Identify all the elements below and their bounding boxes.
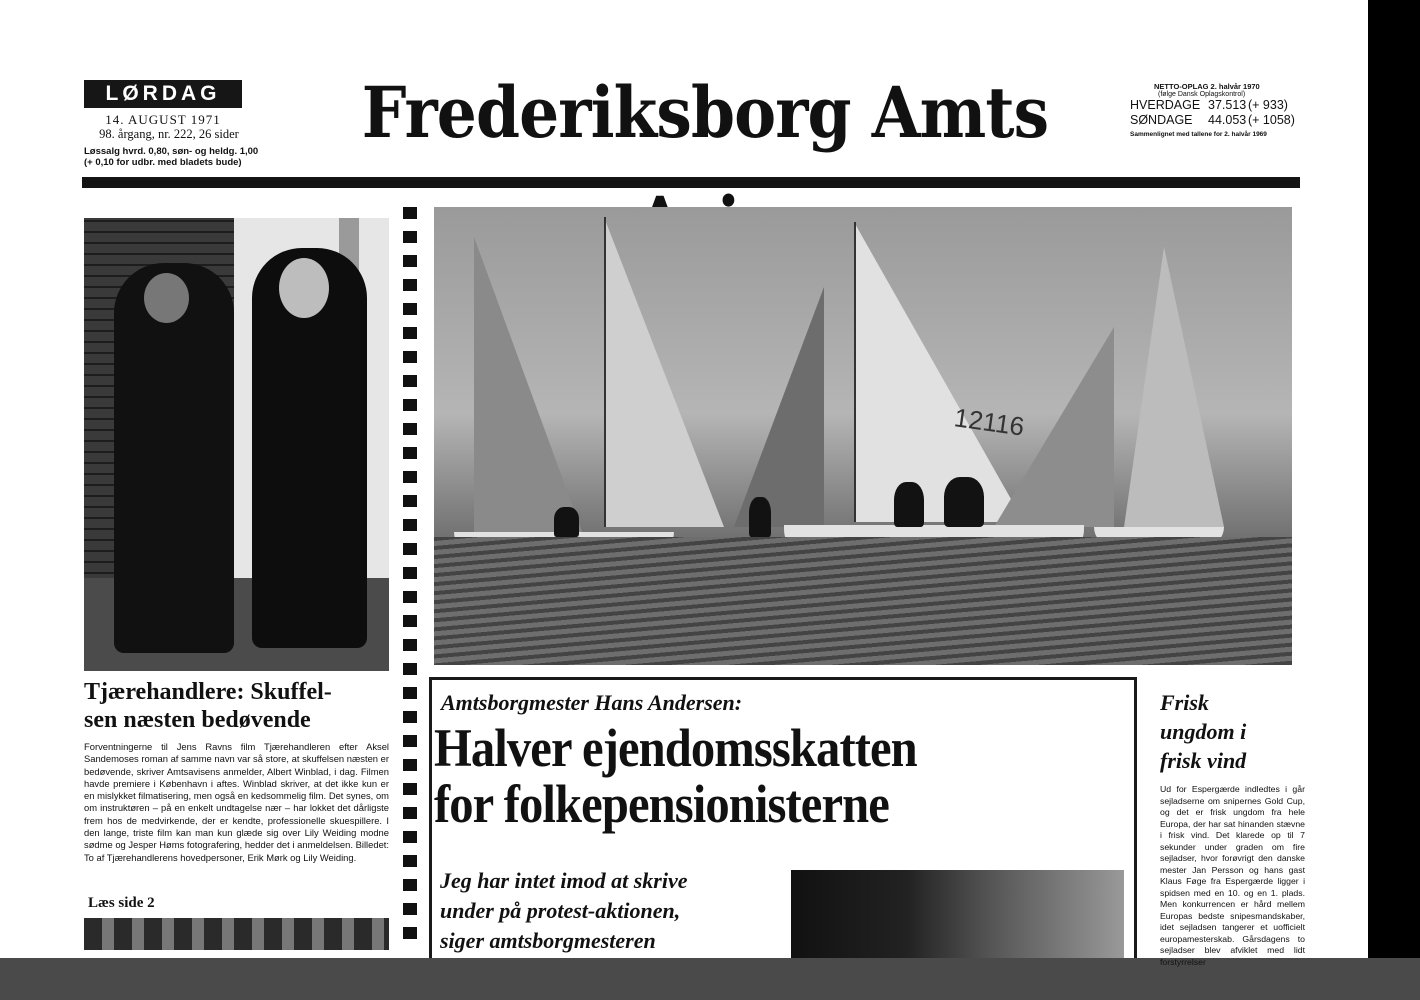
circulation-note: Sammenlignet med tallene for 2. halvår 1969 [1130,131,1267,138]
circulation-heading: NETTO-OPLAG 2. halvår 1970 [1154,82,1260,91]
subheadline-line: under på protest-aktionen, [440,898,681,923]
subheadline-line: Jeg har intet imod at skrive [440,868,688,893]
center-article-headline [434,720,1064,832]
headline-line: frisk vind [1160,748,1247,773]
issue-info: 98. årgang, nr. 222, 26 sider [99,127,239,141]
headline-line: ungdom i [1160,719,1247,744]
circulation-value: 44.053 [1208,113,1247,127]
headline-line: sen næsten bedøvende [84,707,311,733]
headline-line: Halver ejendomsskatten [434,718,917,778]
center-article-kicker: Amtsborgmester Hans Andersen: [441,690,743,715]
headline-line: Tjærehandlere: Skuffel- [84,679,332,705]
circulation-subheading: (følge Dansk Oplagskontrol) [1158,91,1246,98]
circulation-row-sundays [1130,113,1300,128]
left-article-text: Forventningerne til Jens Ravns film Tjærehandleren efter Aksel Sandemoses roman af samme navn var så store, at skuffelsen næsten er bedøvende, skriver Amtsavisens anmelder, Albert Winblad, i dag. Filmen havde premiere i København i aftes. Winblad skriver, at det ikke kun er en mislykket filmatisering, men også en kedsommelig film. Det synes, om om instruktøren – på en enkelt undtagelse nær – har lokket det dårligste frem hos de medvirkende, der er kendte, professionelle skuespillere. I den lange, triste film kan man kun glæde sig over Lily Weiding modne sødme og Jesper Høms fotografering, hedder det i anmeldelsen. [84,741,389,851]
circulation-box [1130,82,1300,138]
sail-number: 12116 [952,402,1027,442]
issue-date: 14. AUGUST 1971 [105,112,221,127]
right-article-headline [1160,688,1300,775]
price-line: Løssalg hvrd. 0,80, søn- og heldg. 1,00 [84,146,259,157]
header-rule [82,177,1300,188]
circulation-label: HVERDAGE [1130,98,1201,112]
circulation-delta: (+ 1058) [1248,113,1295,127]
headline-line: Frisk [1160,690,1209,715]
headline-line: for folkepensionisterne [434,774,889,834]
subheadline-line: siger amtsborgmesteren [440,928,656,953]
day-badge: LØRDAG [84,80,242,108]
right-article-body: Ud for Espergærde indledtes i går sejladserne om snipernes Gold Cup, og det er frisk ungdom fra hele Europa, der har sat hinanden stævne i frisk vind. Det klarede op til 7 sekunder under graden om fire sejladser, hvor forøvrigt den danske mester Jan Persson og hans gast Klaus Føge fra Espergærde ligger i spidsen med en 10. og en 1. plads. Men konkurrencen er hård mellem Europas bedste snipesmandskaber, idet sejladsen tangerer et uofficielt europamesterskab. Gårsdagens to sejladser blev afviklet med lidt forstyrrelser [1160,784,1305,967]
masthead-title: Frederiksborg Amts [361,71,1049,154]
circulation-delta: (+ 933) [1248,98,1288,112]
left-article-body [84,741,389,864]
scan-border-right [1368,0,1420,958]
page-reference: Læs side 2 [88,895,155,911]
photo-caption: Billedet: To af Tjærehandlerens hovedpersoner, Erik Mørk og Lily Weiding. [84,839,389,863]
price-info [84,146,264,168]
center-article-subheadline [440,866,780,956]
circulation-row-weekdays [1130,98,1300,113]
price-line: (+ 0,10 for udbr. med bladets bude) [84,157,242,168]
film-strip-divider [403,207,417,942]
circulation-label: SØNDAGE [1130,113,1193,127]
left-article-headline [84,678,384,734]
circulation-value: 37.513 [1208,98,1247,112]
sailing-photo [434,207,1292,665]
lower-photo-strip [84,918,389,950]
inset-photo [791,870,1124,958]
left-article-photo [84,218,389,671]
